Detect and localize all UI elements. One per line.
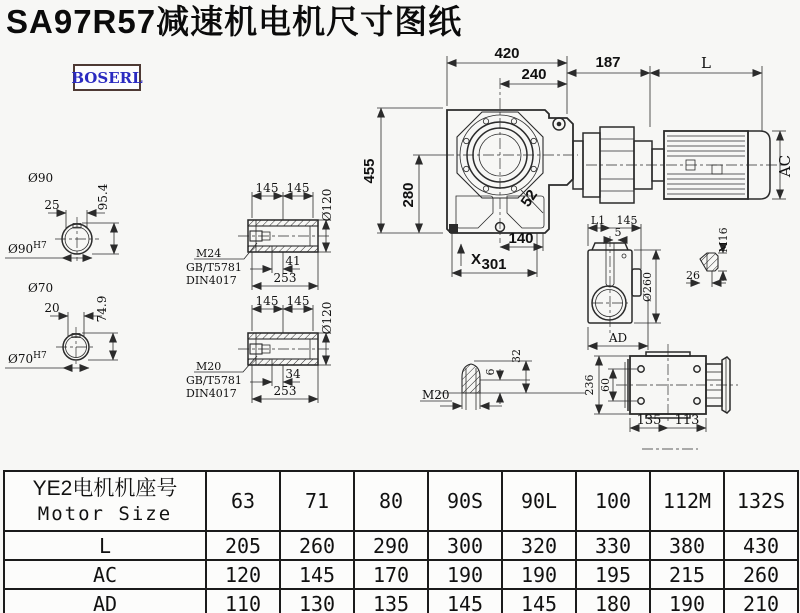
dim-145: 145 [616,214,638,227]
dim-420: 420 [494,45,520,62]
table-cell: 90L [502,471,576,531]
dim-dia120: Ø120 [320,188,334,222]
header-cn: YE2电机机座号 [32,477,178,500]
view-gearbox-front [361,45,578,277]
label-din4017: DIN4017 [186,387,237,400]
dim-74-9: 74.9 [95,295,109,323]
table-cell: 190 [650,589,724,613]
dim-187: 187 [595,54,621,71]
dim-113: 113 [674,413,700,428]
dim-280: 280 [400,182,417,208]
table-cell: 190 [428,560,502,589]
table-cell: 132S [724,471,798,531]
dim-145b: 145 [286,294,310,308]
table-row-L [4,531,798,560]
table-cell: 112M [650,471,724,531]
dim-6: 6 [484,368,497,376]
row-label: AC [4,560,206,589]
table-cell: 100 [576,471,650,531]
view-solid-shaft-90 [5,171,119,261]
dim-455: 455 [361,158,378,184]
dim-25: 25 [44,198,60,212]
table-cell: 205 [206,531,280,560]
table-cell: 71 [280,471,354,531]
dim-dia70: Ø70 [28,281,54,295]
dim-301: 301 [481,256,507,273]
table-header-cell [4,471,206,531]
table-cell: 80 [354,471,428,531]
view-gearbox-top [583,344,738,449]
dim-dia90h7: $Ø90^{H7}$ [8,241,47,256]
dim-145b: 145 [286,181,310,195]
table-cell: 110 [206,589,280,613]
dim-AC: AC [776,154,794,178]
table-cell: 300 [428,531,502,560]
table-cell: 215 [650,560,724,589]
label-gbt5781: GB/T5781 [186,374,242,387]
dim-20: 20 [44,301,60,315]
table-row-AC [4,560,798,589]
view-plug-m20 [420,349,586,410]
dim-26: 26 [686,269,700,282]
table-cell: 210 [724,589,798,613]
table-cell: 145 [428,589,502,613]
label-m24: M24 [196,247,222,260]
table-cell: 190 [502,560,576,589]
table-row-AD [4,589,798,613]
table-cell: 260 [280,531,354,560]
table-cell: 195 [576,560,650,589]
dim-M20: M20 [422,388,450,402]
label-din4017: DIN4017 [186,274,237,287]
dim-5: 5 [614,226,622,239]
header-en: Motor Size [37,503,173,525]
dim-dia260: Ø260 [641,271,654,303]
view-gearbox-side [588,214,730,350]
dim-dia90: Ø90 [28,171,54,185]
table-cell: 63 [206,471,280,531]
motor-size-table [3,470,799,613]
dim-L1: L1 [590,214,606,227]
table-cell: 90S [428,471,502,531]
label-gbt5781: GB/T5781 [186,261,242,274]
row-label: AD [4,589,206,613]
dim-236: 236 [583,374,596,396]
view-solid-shaft-70 [5,281,118,368]
dim-145a: 145 [255,294,279,308]
table-header-row [4,471,798,531]
table-cell: 180 [576,589,650,613]
label-x: X [471,251,482,268]
table-cell: 330 [576,531,650,560]
table-cell: 380 [650,531,724,560]
view-motor [567,54,794,203]
dim-60: 60 [599,378,612,392]
brand-logo: BOSERL [73,64,141,91]
view-hollow-shaft-m20 [186,294,334,403]
dim-32: 32 [510,349,523,363]
dim-253: 253 [273,271,297,285]
page-title: SA97R57减速机电机尺寸图纸 [6,3,463,40]
dim-M16: M16 [717,227,730,253]
table-cell: 145 [280,560,354,589]
dim-145a: 145 [255,181,279,195]
dim-253: 253 [273,384,297,398]
view-hollow-shaft-m24 [186,181,334,290]
table-cell: 430 [724,531,798,560]
row-label: L [4,531,206,560]
dim-dia70h7: $Ø70^{H7}$ [8,351,47,366]
dim-95-4: 95.4 [96,183,110,211]
table-cell: 260 [724,560,798,589]
dim-AD: AD [608,331,628,345]
table-cell: 145 [502,589,576,613]
table-cell: 290 [354,531,428,560]
table-cell: 170 [354,560,428,589]
dim-240: 240 [521,66,547,83]
label-m20: M20 [196,360,222,373]
table-cell: 320 [502,531,576,560]
dim-L: L [701,54,711,72]
table-cell: 120 [206,560,280,589]
dim-dia120: Ø120 [320,301,334,335]
table-cell: 135 [354,589,428,613]
table-cell: 130 [280,589,354,613]
dim-34: 34 [285,367,301,381]
dim-140: 140 [508,230,534,247]
dim-41: 41 [285,254,301,268]
dim-135: 135 [636,413,662,428]
dim-52: 52 [517,186,542,211]
